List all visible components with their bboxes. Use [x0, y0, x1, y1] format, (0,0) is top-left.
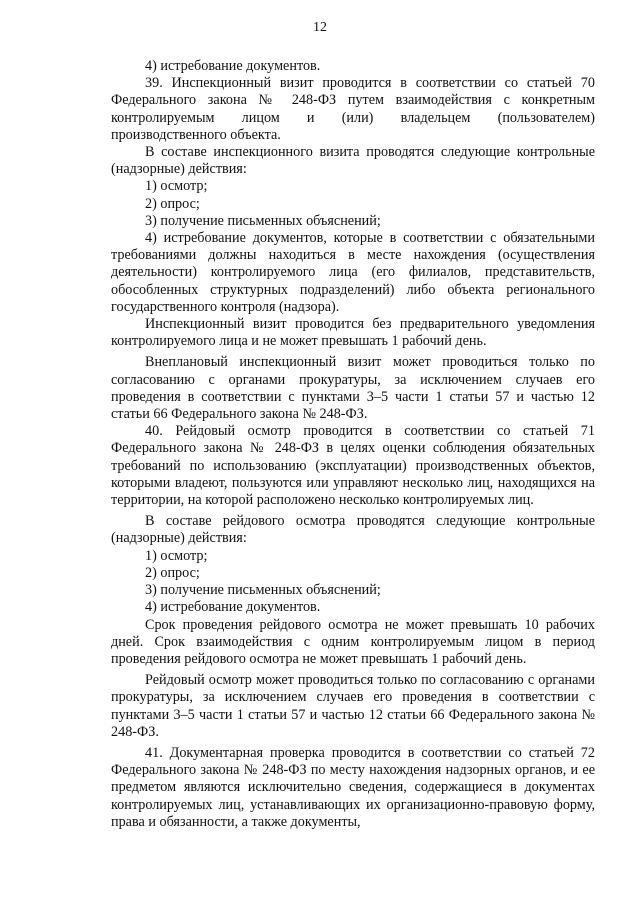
paragraph-inspection-duration: Инспекционный визит проводится без предварительного уведомления контролируемого лица и не может превышать 1 рабочий день.	[111, 316, 595, 350]
paragraph-40: 40. Рейдовый осмотр проводится в соответствии со статьей 71 Федерального закона № 248-ФЗ в целях оценки соблюдения обязательных требований по использованию (эксплуатации) производственных объектов, которыми владеют, пользуются или управляют несколько лиц, находящихся на территории, на которой расположено несколько контролируемых лиц.	[111, 423, 595, 509]
paragraph-41: 41. Документарная проверка проводится в соответствии со статьей 72 Федерального закона № 248-ФЗ по месту нахождения надзорных органов, и ее предметом являются исключительно сведения, содержащиеся в документах контролируемых лиц, устанавливающих их организационно-правовую форму, права и обязанности, а также документы,	[111, 744, 595, 830]
paragraph-raid-actions-intro: В составе рейдового осмотра проводятся следующие контрольные (надзорные) действия:	[111, 513, 595, 547]
list-item-inspection-3: 3) получение письменных объяснений;	[145, 212, 381, 229]
paragraph-item-4: 4) истребование документов.	[145, 58, 321, 74]
list-item-inspection-1: 1) осмотр;	[145, 178, 208, 195]
list-item-inspection-4: 4) истребование документов, которые в соответствии с обязательными требованиями должны находиться в месте нахождения (осуществления деятельности) контролируемого лица (его филиалов, представительств, обособленных структурных подразделений) либо объекта регионального государственного контроля (надзора).	[111, 230, 595, 315]
paragraph-raid-duration: Срок проведения рейдового осмотра не может превышать 10 рабочих дней. Срок взаимодействия с одним контролируемым лицом в период проведения рейдового осмотра не может превышать 1 рабочий день.	[111, 616, 595, 667]
paragraph-unscheduled-visit: Внеплановый инспекционный визит может проводиться только по согласованию с органами прокуратуры, за исключением случаев его проведения в соответствии с пунктами 3–5 части 1 статьи 57 и частью 12 статьи 66 Федерального закона № 248-ФЗ.	[111, 354, 595, 423]
document-body	[111, 58, 595, 831]
list-item-raid-4: 4) истребование документов.	[145, 599, 321, 616]
list-item-raid-1: 1) осмотр;	[145, 547, 208, 564]
paragraph-raid-approval: Рейдовый осмотр может проводиться только по согласованию с органами прокуратуры, за исключением случаев его проведения в соответствии с пунктами 3–5 части 1 статьи 57 и частью 12 статьи 66 Федерального закона № 248-ФЗ.	[111, 672, 595, 740]
list-item-inspection-2: 2) опрос;	[145, 195, 200, 212]
list-item-raid-2: 2) опрос;	[145, 564, 200, 581]
paragraph-39: 39. Инспекционный визит проводится в соответствии со статьей 70 Федерального закона № 248-ФЗ путем взаимодействия с конкретным контролируемым лицом и (или) владельцем (пользователем) производственного объекта.	[111, 75, 595, 143]
page-number: 12	[313, 20, 327, 35]
list-item-raid-3: 3) получение письменных объяснений;	[145, 582, 381, 599]
paragraph-inspection-actions-intro: В составе инспекционного визита проводятся следующие контрольные (надзорные) действия:	[111, 144, 595, 178]
